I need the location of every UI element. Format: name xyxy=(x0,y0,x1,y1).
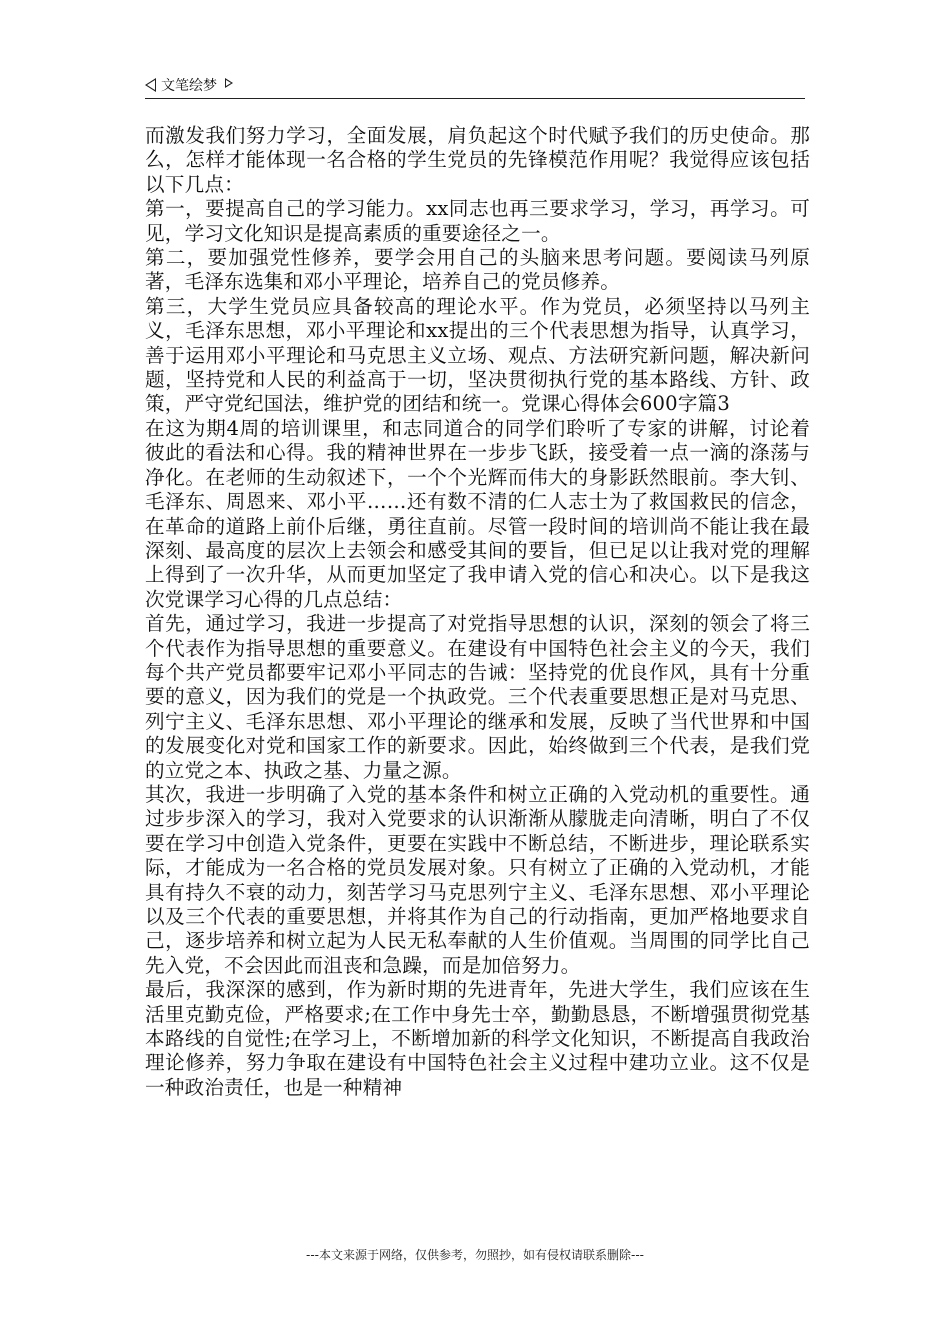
page-header xyxy=(145,72,805,99)
paragraph-4: 第三，大学生党员应具备较高的理论水平。作为党员，必须坚持以马列主义，毛泽东思想，邓小平理论和xx提出的三个代表思想为指导，认真学习，善于运用邓小平理论和马克思主义立场、观点、方法研究新问题，解决新问题，坚持党和人民的利益高于一切，坚决贯彻执行党的基本路线、方针、政策，严守党纪国法，维护党的团结和统一。党课心得体会600字篇3 xyxy=(145,294,810,416)
footer-disclaimer: ---本文来源于网络，仅供参考，勿照抄，如有侵权请联系删除--- xyxy=(306,1248,644,1262)
paragraph-6: 首先，通过学习，我进一步提高了对党指导思想的认识，深刻的领会了将三个代表作为指导思想的重要意义。在建设有中国特色社会主义的今天，我们每个共产党员都要牢记邓小平同志的告诫：坚持党的优良作风，具有十分重要的意义，因为我们的党是一个执政党。三个代表重要思想正是对马克思、列宁主义、毛泽东思想、邓小平理论的继承和发展，反映了当代世界和中国的发展变化对党和国家工作的新要求。因此，始终做到三个代表，是我们党的立党之本、执政之基、力量之源。 xyxy=(145,612,810,782)
paragraph-7: 其次，我进一步明确了入党的基本条件和树立正确的入党动机的重要性。通过步步深入的学习，我对入党要求的认识渐渐从朦胧走向清晰，明白了不仅要在学习中创造入党条件，更要在实践中不断总结，不断进步，理论联系实际，才能成为一名合格的党员发展对象。只有树立了正确的入党动机，才能具有持久不衰的动力，刻苦学习马克思列宁主义、毛泽东思想、邓小平理论以及三个代表的重要思想，并将其作为自己的行动指南，更加严格地要求自己，逐步培养和树立起为人民无私奉献的人生价值观。当周围的同学比自己先入党，不会因此而沮丧和急躁，而是加倍努力。 xyxy=(145,782,810,977)
paragraph-1: 而激发我们努力学习，全面发展，肩负起这个时代赋予我们的历史使命。那么，怎样才能体现一名合格的学生党员的先锋模范作用呢？我觉得应该包括以下几点： xyxy=(145,124,810,196)
paragraph-2: 第一，要提高自己的学习能力。xx同志也再三要求学习，学习，再学习。可见，学习文化知识是提高素质的重要途径之一。 xyxy=(145,197,810,245)
document-body xyxy=(145,124,810,1100)
paragraph-5: 在这为期4周的培训课里，和志同道合的同学们聆听了专家的讲解，讨论着彼此的看法和心得。我的精神世界在一步步飞跃，接受着一点一滴的涤荡与净化。在老师的生动叙述下，一个个光辉而伟大的身影跃然眼前。李大钊、毛泽东、周恩来、邓小平……还有数不清的仁人志士为了救国救民的信念，在革命的道路上前仆后继，勇往直前。尽管一段时间的培训尚不能让我在最深刻、最高度的层次上去领会和感受其间的要旨，但已足以让我对党的理解上得到了一次升华，从而更加坚定了我申请入党的信心和决心。以下是我这次党课学习心得的几点总结： xyxy=(145,416,810,611)
header-title: 文笔绘梦 xyxy=(161,78,217,94)
paragraph-8: 最后，我深深的感到，作为新时期的先进青年，先进大学生，我们应该在生活里克勤克俭，严格要求;在工作中身先士卒，勤勤恳恳，不断增强贯彻党基本路线的自觉性;在学习上，不断增加新的科学文化知识，不断提高自我政治理论修养，努力争取在建设有中国特色社会主义过程中建功立业。这不仅是一种政治责任，也是一种精神 xyxy=(145,978,810,1099)
left-triangle-icon xyxy=(145,78,156,92)
right-triangle-icon xyxy=(225,78,233,88)
paragraph-3: 第二，要加强党性修养，要学会用自己的头脑来思考问题。要阅读马列原著，毛泽东选集和邓小平理论，培养自己的党员修养。 xyxy=(145,246,810,294)
